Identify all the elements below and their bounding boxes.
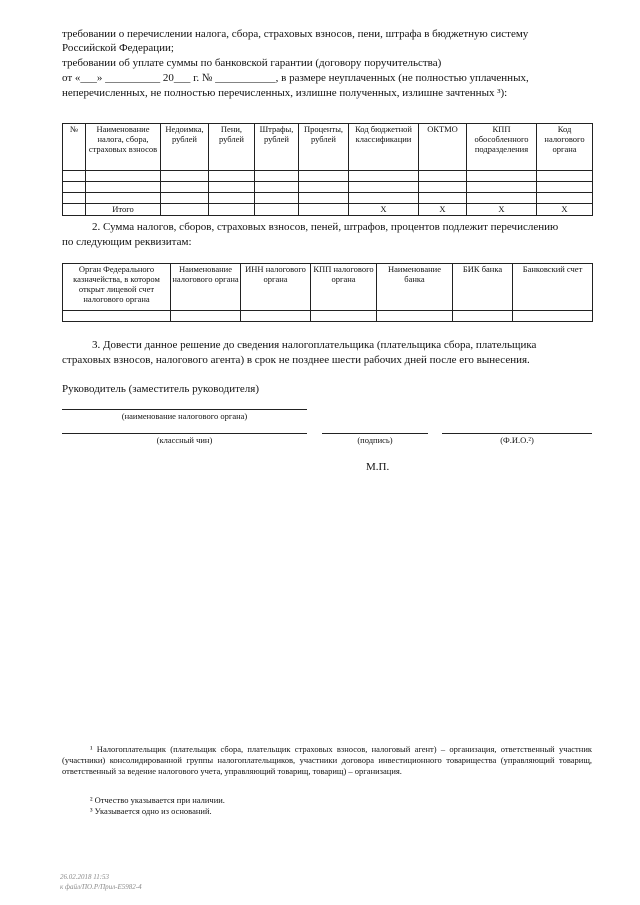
table-cell [467,182,537,193]
arrears-table-header [63,124,593,171]
header-cell: КПП налогового органа [311,264,377,311]
table-cell [209,193,255,204]
table-cell [63,182,86,193]
header-cell: КПП обособленного подразделения [467,124,537,171]
table-cell [161,171,209,182]
table-cell [255,171,299,182]
table-cell [63,193,86,204]
table-cell [63,171,86,182]
header-cell: Код налогового органа [537,124,593,171]
table-cell [419,182,467,193]
footnote-3: ³ Указывается одно из оснований. [90,806,212,816]
header-cell: ИНН налогового органа [241,264,311,311]
header-cell: Орган Федерального казначейства, в котором открыт лицевой счет налогового органа [63,264,171,311]
table-cell [467,193,537,204]
header-cell: № [63,124,86,171]
header-cell: Проценты, рублей [299,124,349,171]
signature-caption: (подпись) [357,435,393,445]
footnote-2: ² Отчество указывается при наличии. [90,795,225,805]
table-cell [255,182,299,193]
table-cell [537,182,593,193]
section-2-line-2: по следующим реквизитам: [62,236,192,248]
header-cell: Наименование налога, сбора, страховых взносов [86,124,161,171]
total-mark: X [537,204,593,216]
section-2-line-1: 2. Сумма налогов, сборов, страховых взносов, пеней, штрафов, процентов подлежит перечислению [92,221,559,233]
arrears-table [62,123,593,216]
payment-details-table [62,263,593,322]
table-cell [537,171,593,182]
table-cell [349,193,419,204]
total-label: Итого [86,204,161,216]
table-cell [86,193,161,204]
total-mark: X [467,204,537,216]
table-cell [453,311,513,322]
table-cell [86,182,161,193]
table-cell [63,311,171,322]
table-cell [63,204,86,216]
file-stamp-path: к файл/ПО.Р/Прил-Е5982-4 [60,883,142,891]
total-mark: X [349,204,419,216]
table-cell [299,171,349,182]
intro-line-3: требовании об уплате суммы по банковской гарантии (договору поручительства) [62,57,442,69]
header-cell: Наименование банка [377,264,453,311]
table-cell [537,193,593,204]
signature-heading: Руководитель (заместитель руководителя) [62,383,259,395]
table-cell [419,171,467,182]
table-cell [419,193,467,204]
table-cell [209,204,255,216]
header-cell: Код бюджетной классификации [349,124,419,171]
header-cell: Банковский счет [513,264,593,311]
header-cell: Штрафы, рублей [255,124,299,171]
org-name-line [62,409,307,410]
table-row [63,193,593,204]
table-cell [255,204,299,216]
footnote-1: ¹ Налогоплательщик (плательщик сбора, плательщик страховых взносов, налоговый агент) – организация, ответственный участник (участники) консолидированной группы налогоплательщиков, участники договора инвестиционного товарищества (управляющий товарищ, ответственный за ведение налогового учета, управляющий товарищ, товарищ) – организация. [62,744,592,776]
header-cell: ОКТМО [419,124,467,171]
intro-line-1: требовании о перечислении налога, сбора, страховых взносов, пени, штрафа в бюджетную систему [62,28,529,40]
table-cell [209,171,255,182]
table-cell [241,311,311,322]
table-cell [161,182,209,193]
table-cell [467,171,537,182]
table-cell [209,182,255,193]
intro-line-2: Российской Федерации; [62,42,174,54]
table-cell [161,193,209,204]
seal-mark: М.П. [366,461,390,473]
table-cell [311,311,377,322]
table-cell [349,182,419,193]
table-row [63,182,593,193]
table-cell [299,193,349,204]
header-cell: Недоимка, рублей [161,124,209,171]
payment-details-header [63,264,593,311]
table-cell [513,311,593,322]
signature-line [322,433,428,434]
total-mark: X [419,204,467,216]
intro-line-5: неперечисленных, не полностью перечисленных, излишне полученных, излишне зачтенных ³): [62,87,508,99]
table-row [63,311,593,322]
table-cell [86,171,161,182]
table-cell [255,193,299,204]
full-name-line [442,433,592,434]
intro-line-4: от «___» __________ 20___ г. № ___________, в размере неуплаченных (не полностью уплаченных, [62,72,529,84]
table-row [63,171,593,182]
header-cell: Пени, рублей [209,124,255,171]
section-3-line-2: страховых взносов, налогового агента) в срок не позднее шести рабочих дней после его вынесения. [62,354,530,366]
table-cell [171,311,241,322]
table-cell [161,204,209,216]
section-3-line-1: 3. Довести данное решение до сведения налогоплательщика (плательщика сбора, плательщика [92,339,537,351]
full-name-caption: (Ф.И.О.²) [500,435,534,445]
header-cell: Наименование налогового органа [171,264,241,311]
org-name-caption: (наименование налогового органа) [121,411,248,421]
rank-caption: (классный чин) [156,435,213,445]
file-stamp-date: 26.02.2018 11:53 [60,873,110,881]
total-row [63,204,593,216]
header-cell: БИК банка [453,264,513,311]
table-cell [377,311,453,322]
rank-line [62,433,307,434]
table-cell [349,171,419,182]
table-cell [299,204,349,216]
table-cell [299,182,349,193]
